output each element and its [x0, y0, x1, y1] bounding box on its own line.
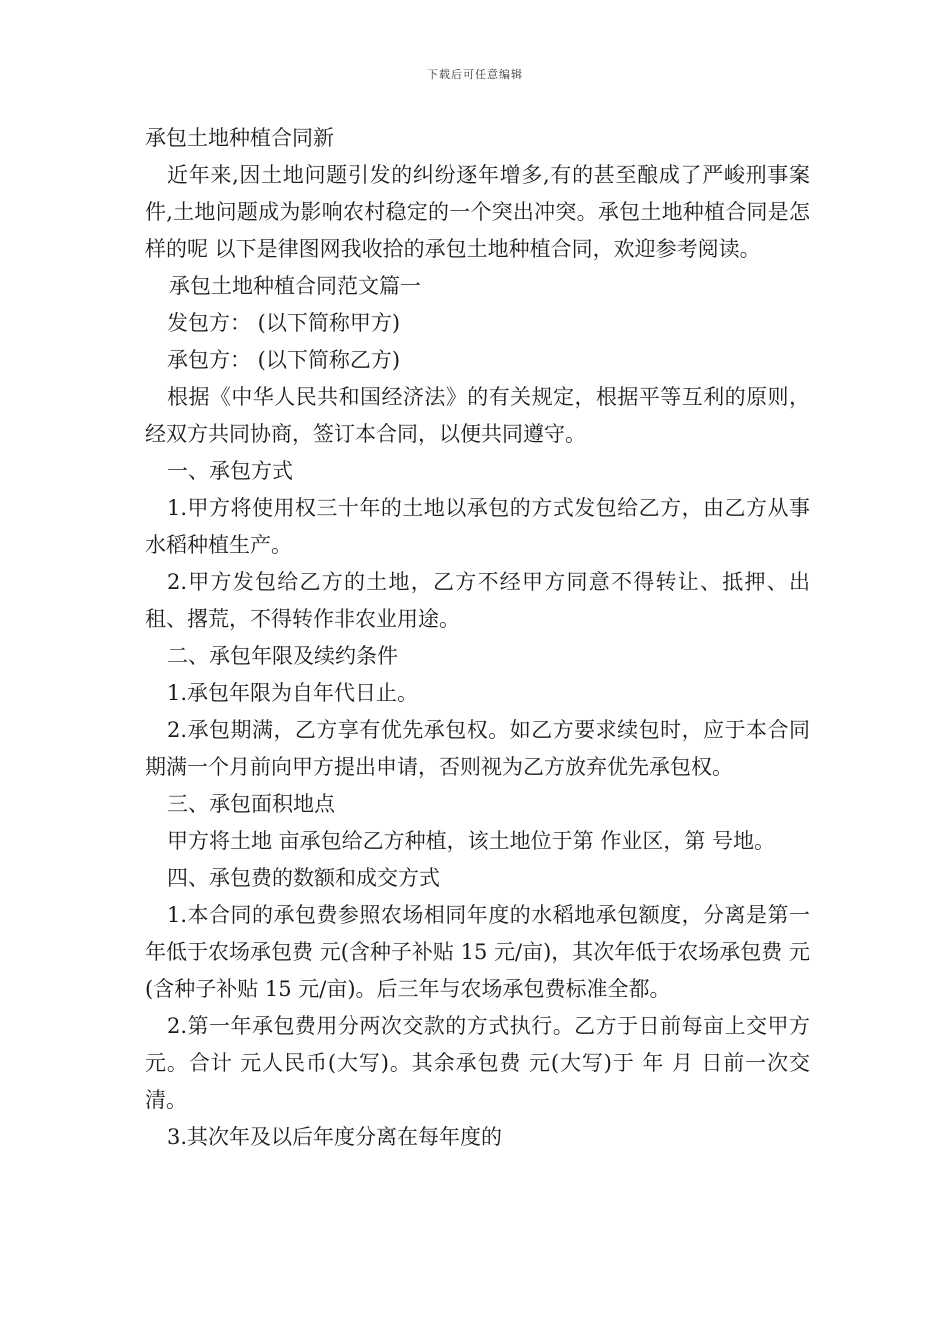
party-b-line: 承包方： (以下简称乙方)	[167, 348, 401, 372]
section-4-clause-3: 3.其次年及以后年度分离在每年度的	[167, 1125, 503, 1149]
party-a-line: 发包方： (以下简称甲方)	[167, 311, 401, 335]
section-4-heading: 四、承包费的数额和成交方式	[167, 866, 440, 890]
section-3-heading: 三、承包面积地点	[167, 792, 335, 816]
section-2-heading: 二、承包年限及续约条件	[167, 644, 398, 668]
intro-paragraph: 近年来,因土地问题引发的纠纷逐年增多,有的甚至酿成了严峻刑事案件,土地问题成为影响农村稳定的一个突出冲突。承包土地种植合同是怎样的呢 以下是律图网我收拾的承包土地种植合同，欢迎参考阅读。	[145, 163, 810, 261]
section-4-clause-2: 2.第一年承包费用分两次交款的方式执行。乙方于日前每亩上交甲方 元。合计 元人民币(大写)。其余承包费 元(大写)于 年 月 日前一次交清。	[145, 1014, 810, 1112]
preamble-paragraph: 根据《中华人民共和国经济法》的有关规定，根据平等互利的原则，经双方共同协商，签订本合同，以便共同遵守。	[145, 385, 810, 446]
sample-title: 承包土地种植合同范文篇一	[169, 274, 421, 298]
document-body	[145, 120, 810, 1156]
document-title: 承包土地种植合同新	[145, 126, 334, 150]
section-3-clause-1: 甲方将土地 亩承包给乙方种植，该土地位于第 作业区，第 号地。	[167, 829, 776, 853]
section-4-clause-1: 1.本合同的承包费参照农场相同年度的水稻地承包额度，分离是第一年低于农场承包费 元(含种子补贴 15 元/亩)，其次年低于农场承包费 元(含种子补贴 15 元/亩)。后三年与农场承包费标准全都。	[145, 903, 810, 1001]
section-2-clause-1: 1.承包年限为自年代日止。	[167, 681, 419, 705]
page-header-note: 下载后可任意编辑	[427, 68, 523, 81]
section-1-clause-1: 1.甲方将使用权三十年的土地以承包的方式发包给乙方，由乙方从事水稻种植生产。	[145, 496, 810, 557]
section-2-clause-2: 2.承包期满，乙方享有优先承包权。如乙方要求续包时，应于本合同期满一个月前向甲方提出申请，否则视为乙方放弃优先承包权。	[145, 718, 810, 779]
section-1-clause-2: 2.甲方发包给乙方的土地，乙方不经甲方同意不得转让、抵押、出租、撂荒，不得转作非农业用途。	[145, 570, 810, 631]
section-1-heading: 一、承包方式	[167, 459, 293, 483]
